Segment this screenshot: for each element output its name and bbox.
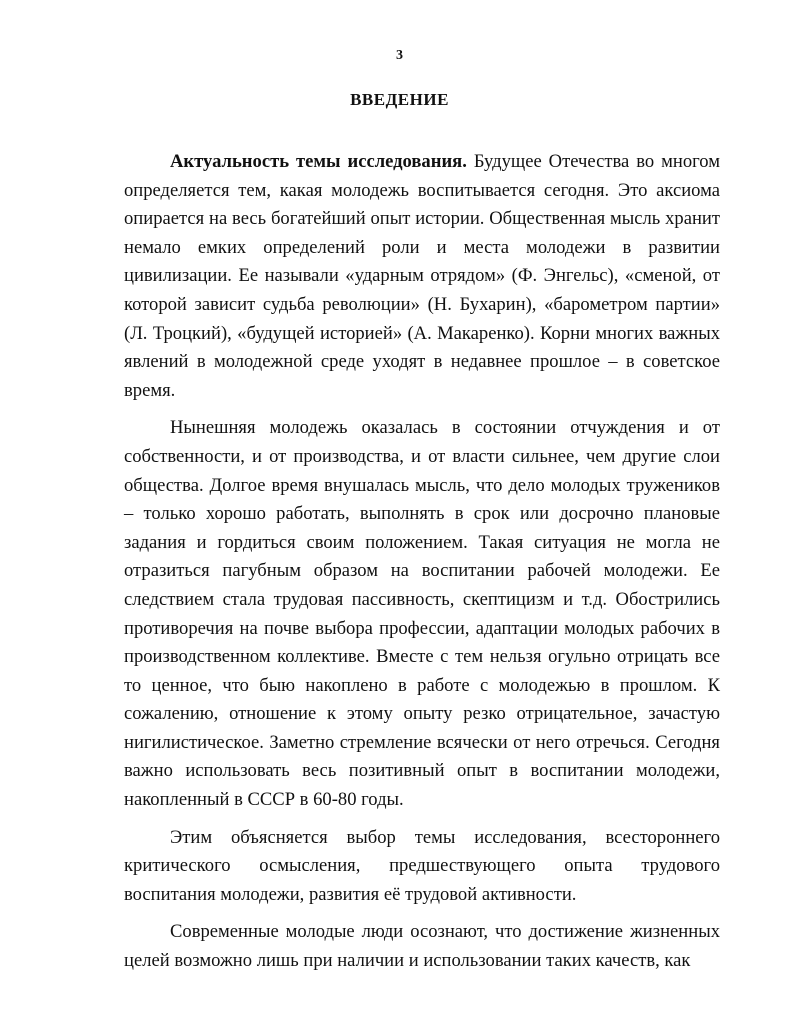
paragraph-modern-youth: Современные молодые люди осознают, что достижение жизненных целей возможно лишь при наличии и использовании таких качеств, как (124, 921, 720, 972)
section-heading: ВВЕДЕНИЕ (350, 90, 449, 109)
paragraph-alienation: Нынешняя молодежь оказалась в состоянии отчуждения и от собственности, и от производства, и от власти сильнее, чем другие слои общества. Долгое время внушалась мысль, что дело молодых тружеников – только хорошо работать, выполнять в срок или досрочно плановые задания и гордиться своим положением. Такая ситуация не могла не отразиться пагубным образом на воспитании рабочей молодежи. Ее следствием стала трудовая пассивность, скептицизм и т.д. Обострились противоречия на почве выбора профессии, адаптации молодых рабочих в производственном коллективе. Вместе с тем нельзя огульно отрицать все то ценное, что быю накоплено в работе с молодежью в прошлом. К сожалению, отношение к этому опыту резко отрицательное, зачастую нигилистическое. Заметно стремление всячески от него отречься. Сегодня важно использовать весь позитивный опыт в воспитании молодежи, накопленный в СССР в 60-80 годы. (124, 417, 720, 811)
paragraph-text: Будущее Отечества во многом определяется тем, какая молодежь воспитывается сегодня. Это аксиома опирается на весь богатейший опыт истории. Общественная мысль хранит немало емких определений роли и места молодежи в развитии цивилизации. Ее называли «ударным отрядом» (Ф. Энгельс), «сменой, от которой зависит судьба революции» (Н. Бухарин), «барометром партии» (Л. Троцкий), «будущей историей» (А. Макаренко). Корни многих важных явлений в молодежной среде уходят в недавнее прошлое – в советское время. (124, 151, 720, 401)
paragraph-relevance (124, 148, 720, 405)
page-number: 3 (396, 48, 403, 63)
paragraph-lead: Актуальность темы исследования. (170, 151, 467, 172)
body-text (124, 148, 720, 985)
paragraph-topic-choice: Этим объясняется выбор темы исследования, всестороннего критического осмысления, предшествующего опыта трудового воспитания молодежи, развития её трудовой активности. (124, 826, 720, 905)
